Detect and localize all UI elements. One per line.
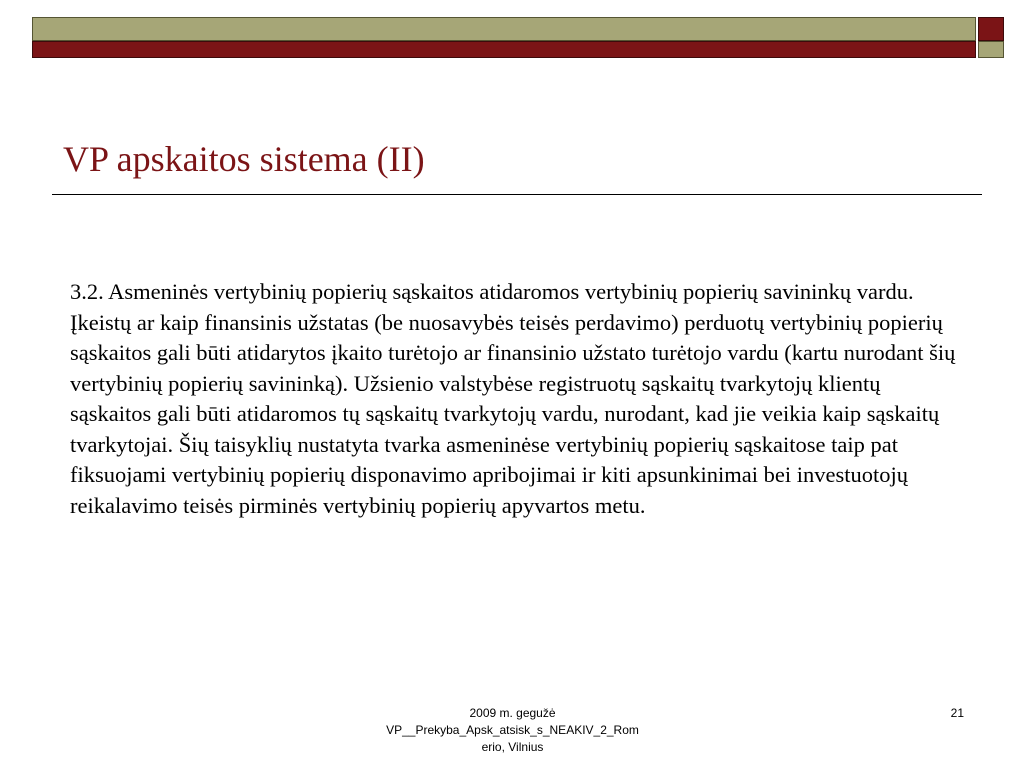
header-band-maroon bbox=[32, 41, 976, 58]
slide-body-text: 3.2. Asmeninės vertybinių popierių sąskaitos atidaromos vertybinių popierių savininkų vardu. Įkeistų ar kaip finansinis užstatas (be nuosavybės teisės perdavimo) perduotų vertybinių popierių sąskaitos gali būti atidarytos įkaito turėtojo ar finansinio užstato turėtojo vardu (kartu nurodant šių vertybinių popierių savininką). Užsienio valstybėse registruotų sąskaitų tvarkytojų klientų sąskaitos gali būti atidaromos tų sąskaitų tvarkytojų vardu, nurodant, kad jie veikia kaip sąskaitų tvarkytojai. Šių taisyklių nustatyta tvarka asmeninėse vertybinių popierių sąskaitose taip pat fiksuojami vertybinių popierių disponavimo apribojimai ir kiti apsunkinimai bei investuotojų reikalavimo teisės pirminės vertybinių popierių apyvartos metu. bbox=[70, 279, 956, 518]
header-band-olive bbox=[32, 17, 976, 41]
footer-filename: VP__Prekyba_Apsk_atsisk_s_NEAKIV_2_Rom bbox=[386, 723, 639, 737]
footer-filename-cont: erio, Vilnius bbox=[481, 740, 544, 754]
footer-date: 2009 m. gegužė bbox=[469, 706, 556, 720]
header-corner-square-maroon bbox=[978, 17, 1004, 41]
slide-title: VP apskaitos sistema (II) bbox=[63, 139, 425, 179]
page-number: 21 bbox=[950, 706, 964, 720]
footer-info bbox=[360, 705, 665, 756]
title-divider bbox=[52, 194, 982, 195]
header-corner-square-olive bbox=[978, 41, 1004, 58]
